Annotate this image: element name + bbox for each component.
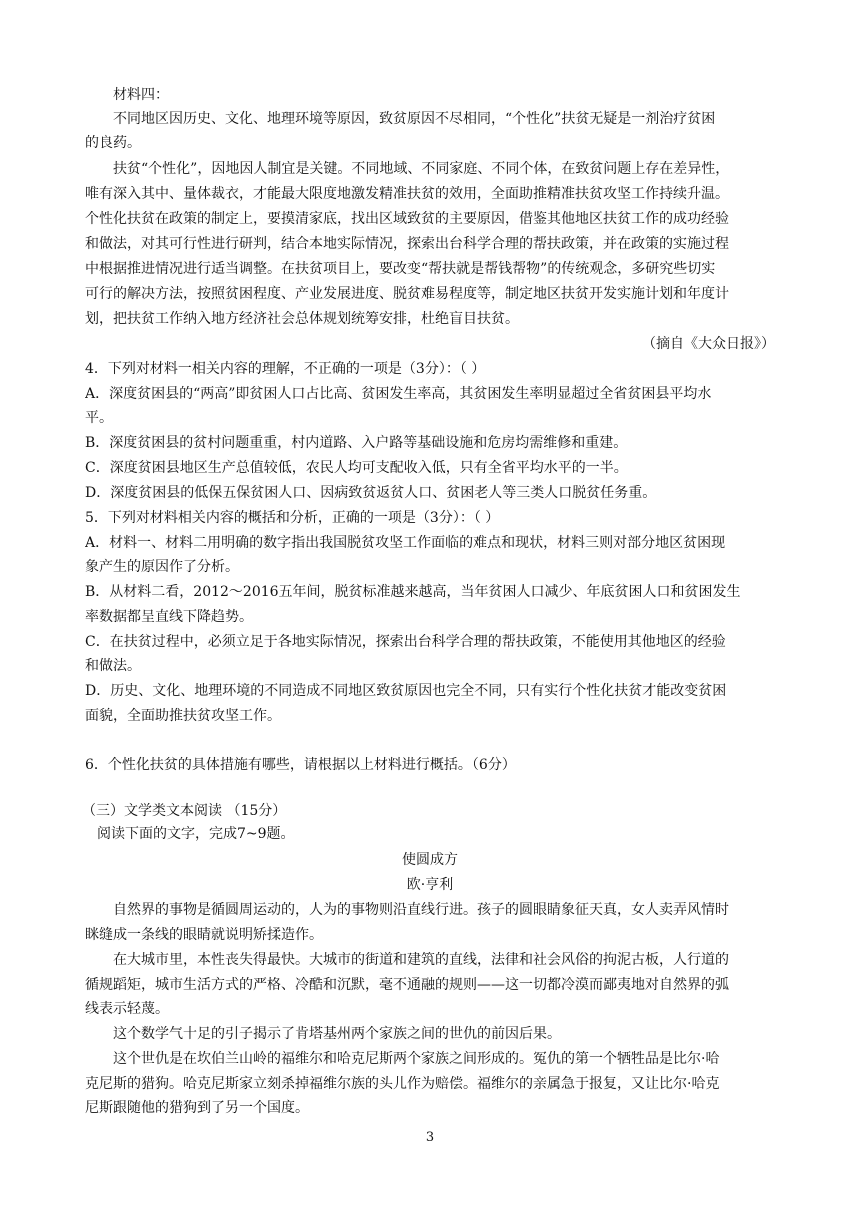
material4-para2-line2: 唯有深入其中、量体裁衣，才能最大限度地激发精准扶贫的效用，全面助推精准扶贫攻坚工作持续升温。: [85, 186, 729, 202]
story-title: 使圆成方: [402, 852, 458, 868]
story-para1-line1: 自然界的事物是循圆周运动的，人为的事物则沿直线行进。孩子的圆眼睛象征天真，女人卖弄风情时: [113, 902, 729, 918]
q4-option-c: C．深度贫困县地区生产总值较低，农民人均可支配收入低，只有全省平均水平的一半。: [85, 460, 628, 476]
material4-para2-line5: 中根据推进情况进行适当调整。在扶贫项目上，要改变“帮扶就是帮钱帮物”的传统观念，多研究些切实: [85, 261, 716, 277]
section3-heading: （三）文学类文本阅读 （15分）: [82, 803, 287, 819]
material4-para1-line1: 不同地区因历史、文化、地理环境等原因，致贫原因不尽相同，“个性化”扶贫无疑是一剂治疗贫困: [113, 111, 716, 127]
story-author: 欧·亨利: [406, 877, 454, 893]
story-para4-line2: 克尼斯的猎狗。哈克尼斯家立刻杀掉福维尔族的头儿作为赔偿。福维尔的亲属急于报复，又让比尔·哈克: [85, 1076, 720, 1092]
story-para2-line3: 线表示轻蔑。: [85, 1001, 169, 1017]
q6-stem: 6．个性化扶贫的具体措施有哪些，请根据以上材料进行概括。（6分）: [85, 757, 516, 773]
material4-para2-line6: 可行的解决方法，按照贫困程度、产业发展进度、脱贫难易程度等，制定地区扶贫开发实施计划和年度计: [85, 286, 729, 302]
q4-stem: 4．下列对材料一相关内容的理解，不正确的一项是（3分）：（ ）: [85, 361, 486, 377]
material4-para2-line7: 划，把扶贫工作纳入地方经济社会总体规划统筹安排，杜绝盲目扶贫。: [85, 311, 519, 327]
material4-para2-line3: 个性化扶贫在政策的制定上，要摸清家底，找出区域致贫的主要原因，借鉴其他地区扶贫工作的成功经验: [85, 211, 729, 227]
q5-option-a-line2: 象产生的原因作了分析。: [85, 559, 239, 575]
story-para1-line2: 眯缝成一条线的眼睛就说明矫揉造作。: [85, 927, 323, 943]
section3-instruction: 阅读下面的文字，完成7~9题。: [97, 826, 295, 842]
story-para2-line1: 在大城市里，本性丧失得最快。大城市的街道和建筑的直线，法律和社会风俗的拘泥古板，人行道的: [113, 952, 729, 968]
q5-option-a-line1: A．材料一、材料二用明确的数字指出我国脱贫攻坚工作面临的难点和现状，材料三则对部分地区贫困现: [85, 535, 726, 551]
q4-option-a-line2: 平。: [85, 410, 113, 426]
material4-para1-line2: 的良药。: [85, 135, 141, 151]
story-para4-line1: 这个世仇是在坎伯兰山岭的福维尔和哈克尼斯两个家族之间形成的。冤仇的第一个牺牲品是比尔·哈: [113, 1051, 720, 1067]
q5-option-d-line1: D．历史、文化、地理环境的不同造成不同地区致贫原因也完全不同，只有实行个性化扶贫才能改变贫困: [85, 683, 727, 699]
q5-stem: 5．下列对材料相关内容的概括和分析，正确的一项是（3分）：（ ）: [85, 510, 500, 526]
q5-option-d-line2: 面貌，全面助推扶贫攻坚工作。: [85, 708, 281, 724]
material4-source: （摘自《大众日报》）: [642, 336, 775, 352]
q4-option-d: D．深度贫困县的低保五保贫困人口、因病致贫返贫人口、贫困老人等三类人口脱贫任务重。: [85, 485, 657, 501]
q5-option-b-line1: B．从材料二看，2012～2016五年间，脱贫标准越来越高，当年贫困人口减少、年底贫困人口和贫困发生: [85, 584, 741, 600]
q5-option-c-line2: 和做法。: [85, 658, 141, 674]
story-para2-line2: 循规蹈矩，城市生活方式的严格、冷酷和沉默，毫不通融的规则——这一切都冷漠而鄙夷地对自然界的弧: [85, 977, 729, 993]
q4-option-a-line1: A．深度贫困县的“两高”即贫困人口占比高、贫困发生率高，其贫困发生率明显超过全省贫困县平均水: [85, 386, 712, 402]
material4-heading: 材料四：: [113, 87, 169, 103]
page-number: 3: [425, 1130, 435, 1145]
material4-para2-line4: 和做法，对其可行性进行研判，结合本地实际情况，探索出台科学合理的帮扶政策，并在政策的实施过程: [85, 236, 729, 252]
material4-para2-line1: 扶贫“个性化”，因地因人制宜是关键。不同地域、不同家庭、不同个体，在致贫问题上存在差异性，: [113, 161, 730, 177]
story-para4-line3: 尼斯跟随他的猎狗到了另一个国度。: [85, 1100, 309, 1116]
q5-option-c-line1: C．在扶贫过程中，必须立足于各地实际情况，探索出台科学合理的帮扶政策，不能使用其他地区的经验: [85, 634, 726, 650]
q4-option-b: B．深度贫困县的贫村问题重重，村内道路、入户路等基础设施和危房均需维修和重建。: [85, 435, 628, 451]
q5-option-b-line2: 率数据都呈直线下降趋势。: [85, 609, 253, 625]
story-para3-line1: 这个数学气十足的引子揭示了肯塔基州两个家族之间的世仇的前因后果。: [113, 1026, 561, 1042]
